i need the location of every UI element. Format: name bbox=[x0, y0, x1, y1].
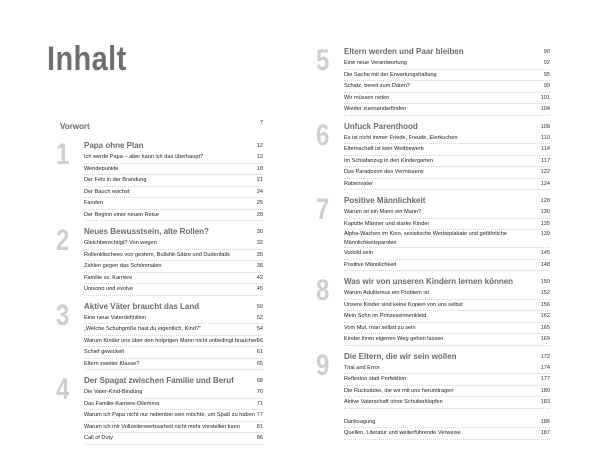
entry-page: 81 bbox=[256, 423, 263, 430]
entry-page: 174 bbox=[540, 364, 550, 371]
toc-entry[interactable] bbox=[344, 323, 550, 335]
entry-page: 124 bbox=[540, 180, 550, 187]
toc-entry[interactable] bbox=[84, 187, 263, 199]
chapter-title-text: Die Eltern, die wir sein wollen bbox=[344, 351, 457, 361]
entry-page: 152 bbox=[540, 290, 550, 296]
entry-title: Es ist nicht immer Friede, Freude, Eierkuchen bbox=[344, 134, 458, 141]
entry-title: Der Beginn einer neuen Reise bbox=[84, 211, 159, 218]
entry-title: „Welche Schuhgröße hast du eigentlich, Kind?“ bbox=[84, 326, 201, 332]
entry-title: Rollenklischees von gestern, Bullshit-Sätze und Dudenfails bbox=[84, 251, 230, 258]
entry-page: 101 bbox=[540, 94, 550, 101]
toc-entry[interactable] bbox=[84, 175, 263, 187]
entry-title: Rabenvater bbox=[344, 180, 373, 187]
entry-title: Reflexion statt Perfektion bbox=[344, 376, 407, 382]
entry-page: 65 bbox=[256, 360, 263, 367]
entry-title: Eltern zweiter Klasse? bbox=[84, 360, 140, 367]
chapter-title-text: Eltern werden und Paar bleiben bbox=[344, 47, 464, 56]
toc-entry[interactable] bbox=[344, 133, 550, 145]
toc-entry[interactable] bbox=[344, 156, 550, 168]
entry-page: 25 bbox=[256, 200, 263, 206]
entry-title: Warum Kinder uns über den holprigen Mann nicht unbedingt brauchen bbox=[84, 337, 259, 344]
entry-title: Elternschaft ist kein Wettbewerb bbox=[344, 146, 424, 152]
entry-page: 183 bbox=[540, 399, 550, 405]
entry-page: 32 bbox=[256, 240, 263, 246]
toc-entry[interactable] bbox=[344, 104, 550, 116]
toc-entry[interactable] bbox=[84, 198, 263, 210]
toc-right-column bbox=[318, 46, 550, 440]
entry-title: Die Vater-Kind-Bindung bbox=[84, 389, 143, 395]
entry-title: Call of Duty bbox=[84, 435, 113, 441]
chapter-title[interactable] bbox=[344, 121, 550, 133]
chapter-page: 128 bbox=[540, 198, 550, 204]
entry-title: Trial and Error bbox=[344, 364, 380, 371]
entry-title: Zahlen gegen das Schönmalen bbox=[84, 263, 162, 269]
toc-entry[interactable] bbox=[344, 248, 550, 260]
chapter-title-text: Der Spagat zwischen Familie und Beruf bbox=[84, 376, 234, 385]
entry-page: 92 bbox=[543, 60, 550, 66]
foreword-label: Vorwort bbox=[60, 122, 90, 131]
toc-entry[interactable] bbox=[344, 386, 550, 398]
entry-title: Danksagung bbox=[344, 418, 376, 425]
entry-page: 165 bbox=[540, 324, 550, 331]
entry-page: 169 bbox=[540, 336, 550, 342]
chapter-page: 172 bbox=[540, 353, 550, 360]
entry-title: Im Schlafanzug in den Kindergarten bbox=[344, 157, 433, 164]
entry-title: Unsere Kinder sind keine Kopien von uns selbst bbox=[344, 301, 463, 308]
chapter-title[interactable] bbox=[84, 375, 263, 387]
entry-page: 122 bbox=[540, 169, 550, 175]
entry-page: 180 bbox=[540, 387, 550, 394]
toc-entry[interactable] bbox=[344, 219, 550, 231]
entry-title: Kaputte Männer und starke Kinder bbox=[344, 220, 430, 227]
entry-title: Vorbild sein bbox=[344, 250, 373, 256]
entry-title: Positive Männlichkeit bbox=[344, 261, 397, 268]
entry-page: 130 bbox=[540, 209, 550, 215]
entry-page: 99 bbox=[543, 83, 550, 89]
toc-entry[interactable] bbox=[84, 210, 263, 222]
entry-page: 28 bbox=[256, 211, 263, 218]
chapter-page: 50 bbox=[256, 303, 263, 310]
entry-title: Warum ich Papa nicht nur nebenbei sein möchte, um Spaß zu haben bbox=[84, 412, 255, 418]
toc-entry[interactable] bbox=[84, 422, 263, 434]
chapter-page: 90 bbox=[543, 49, 550, 55]
toc-entry[interactable] bbox=[84, 261, 263, 273]
entry-page: 45 bbox=[256, 286, 263, 292]
entry-title: Eine neue Verantwortung bbox=[344, 60, 407, 66]
toc-entry[interactable] bbox=[84, 250, 263, 262]
entry-page: 21 bbox=[256, 177, 263, 183]
toc-entry[interactable] bbox=[84, 410, 263, 422]
toc-entry[interactable] bbox=[344, 167, 550, 179]
entry-title: Der Bauch wächst bbox=[84, 188, 130, 195]
entry-page: 117 bbox=[541, 157, 550, 164]
toc-entry[interactable] bbox=[344, 363, 550, 375]
entry-page: 186 bbox=[540, 418, 550, 425]
entry-page: 86 bbox=[256, 435, 263, 441]
entry-page: 54 bbox=[256, 326, 263, 332]
entry-title: Vom Mut, man selbst zu sein bbox=[344, 324, 416, 331]
toc-entry[interactable] bbox=[84, 273, 263, 285]
chapter-title-text: Papa ohne Plan bbox=[84, 141, 144, 150]
toc-chapter bbox=[318, 195, 550, 271]
entry-title: Fanden bbox=[84, 200, 103, 206]
entry-title: Wendepunkte bbox=[84, 165, 119, 172]
chapter-title-text: Aktive Väter braucht das Land bbox=[84, 301, 200, 311]
entry-title: Unisono und evolve bbox=[84, 286, 134, 292]
entry-page: 42 bbox=[256, 274, 263, 281]
toc-entry[interactable] bbox=[344, 81, 550, 93]
toc-entry[interactable] bbox=[344, 93, 550, 105]
toc-entry[interactable] bbox=[344, 311, 550, 323]
entry-title: Mein Sohn im Prinzessinnenkleid bbox=[344, 313, 427, 319]
back-matter-entry[interactable] bbox=[344, 428, 550, 440]
toc-entry[interactable] bbox=[344, 397, 550, 409]
chapter-title[interactable] bbox=[344, 351, 550, 363]
page-title: Inhalt bbox=[47, 40, 127, 78]
entry-title: Quellen, Literatur und weiterführende Verweise bbox=[344, 430, 461, 436]
chapter-number: 8 bbox=[316, 274, 330, 307]
entry-title: Warum ich mir Vollzeiterwerbsarbeit nicht mehr vorstellen kann bbox=[84, 423, 240, 430]
chapter-number: 9 bbox=[316, 348, 330, 382]
entry-title: Alpha-Wachen im Kino, sexistische Werbeplakate und gefährliche Männlichkeitsparolen bbox=[344, 231, 507, 246]
toc-entry[interactable] bbox=[344, 334, 550, 346]
toc-entry[interactable] bbox=[344, 58, 550, 70]
entry-page: 187 bbox=[540, 430, 550, 436]
chapter-page: 68 bbox=[256, 378, 263, 384]
toc-chapter bbox=[56, 298, 263, 371]
entry-title: Warum Adultismus ein Problem ist bbox=[344, 290, 429, 296]
chapter-page: 12 bbox=[256, 143, 263, 149]
entry-page: 61 bbox=[256, 349, 263, 355]
entry-title: Der Fels in der Brandung bbox=[84, 177, 147, 183]
toc-entry[interactable] bbox=[84, 164, 263, 176]
toc-chapter bbox=[318, 46, 550, 116]
toc-entry[interactable] bbox=[344, 288, 550, 300]
entry-title: Die Sache mit der Erwartungshaltung bbox=[344, 71, 437, 78]
entry-title: Wieder zueinanderfinden bbox=[344, 106, 407, 112]
toc-entry[interactable] bbox=[84, 387, 263, 399]
entry-page: 114 bbox=[541, 146, 550, 152]
entry-title: Die Rucksäcke, die wir mit uns herumtragen bbox=[344, 387, 454, 394]
toc-chapter bbox=[316, 348, 550, 409]
chapter-title-text: Unfuck Parenthood bbox=[344, 121, 418, 131]
chapter-title[interactable] bbox=[84, 140, 263, 152]
entry-page: 77 bbox=[256, 412, 263, 418]
toc-entry[interactable] bbox=[84, 336, 263, 348]
toc-entry[interactable] bbox=[84, 347, 263, 359]
chapter-title-text: Was wir von unseren Kindern lernen können bbox=[344, 277, 514, 286]
toc-entry[interactable] bbox=[344, 230, 550, 248]
entry-page: 139 bbox=[540, 231, 550, 237]
chapter-page: 150 bbox=[540, 279, 550, 285]
entry-title: Eine neue Vaterdefinition bbox=[84, 314, 147, 321]
entry-page: 56 bbox=[256, 337, 263, 344]
entry-title: Warum ist ein Mann ein Mann? bbox=[344, 209, 422, 215]
toc-entry[interactable] bbox=[344, 207, 550, 219]
chapter-title[interactable] bbox=[84, 226, 263, 238]
entry-title: Kinder ihren eigenen Weg gehen lassen bbox=[344, 336, 444, 342]
back-matter-entry[interactable] bbox=[344, 417, 550, 429]
toc-entry[interactable] bbox=[84, 152, 263, 164]
toc-entry[interactable] bbox=[84, 238, 263, 250]
entry-page: 52 bbox=[256, 314, 263, 321]
toc-entry[interactable] bbox=[84, 284, 263, 296]
entry-title: Schief gewickelt bbox=[84, 349, 125, 355]
entry-page: 35 bbox=[256, 251, 263, 258]
toc-entry[interactable] bbox=[344, 300, 550, 312]
entry-page: 145 bbox=[540, 250, 550, 256]
toc-left-column bbox=[58, 116, 263, 450]
toc-chapter bbox=[58, 375, 263, 445]
entry-page: 38 bbox=[256, 263, 263, 269]
toc-entry[interactable] bbox=[84, 359, 263, 371]
entry-title: Das Familie-Karriere-Dilemma bbox=[84, 400, 160, 407]
entry-page: 71 bbox=[256, 400, 263, 407]
chapter-number: 3 bbox=[56, 298, 70, 332]
toc-chapter bbox=[318, 276, 550, 346]
entry-title: Aktive Vaterschaft ohne Schulterklopfen bbox=[344, 399, 443, 405]
chapter-title-text: Neues Bewusstsein, alte Rollen? bbox=[84, 227, 209, 236]
chapter-title[interactable] bbox=[344, 46, 550, 58]
toc-entry[interactable] bbox=[344, 374, 550, 386]
entry-page: 148 bbox=[540, 261, 550, 268]
entry-page: 135 bbox=[540, 220, 550, 227]
entry-title: Ich werde Papa – aber kann ich das überhaupt? bbox=[84, 154, 204, 160]
entry-page: 18 bbox=[256, 165, 263, 172]
entry-page: 177 bbox=[540, 376, 550, 382]
entry-title: Das Paradoxon des Vermissens bbox=[344, 169, 424, 175]
foreword-page: 7 bbox=[259, 120, 263, 126]
toc-chapter bbox=[58, 140, 263, 221]
toc-entry[interactable] bbox=[344, 260, 550, 272]
entry-title: Wir müssen reden bbox=[344, 94, 390, 101]
entry-title: Gleichberechtigt? Von wegen bbox=[84, 240, 157, 246]
entry-page: 95 bbox=[543, 71, 550, 78]
chapter-title[interactable] bbox=[344, 195, 550, 207]
entry-page: 156 bbox=[540, 301, 550, 308]
toc-entry[interactable] bbox=[84, 399, 263, 411]
chapter-page: 30 bbox=[256, 229, 263, 235]
toc-entry[interactable] bbox=[344, 179, 550, 191]
entry-page: 104 bbox=[540, 106, 550, 112]
toc-entry[interactable] bbox=[84, 313, 263, 325]
chapter-number: 6 bbox=[316, 118, 330, 152]
toc-entry[interactable] bbox=[84, 433, 263, 445]
chapter-page: 108 bbox=[540, 123, 550, 130]
entry-page: 70 bbox=[256, 389, 263, 395]
entry-page: 24 bbox=[256, 188, 263, 195]
toc-foreword[interactable] bbox=[58, 116, 263, 130]
toc-chapter bbox=[58, 226, 263, 296]
entry-page: 110 bbox=[541, 134, 550, 141]
chapter-number: 4 bbox=[56, 373, 70, 406]
chapter-title-text: Positive Männlichkeit bbox=[344, 196, 426, 205]
chapter-number: 2 bbox=[56, 224, 70, 257]
toc-chapter bbox=[316, 118, 550, 191]
entry-page: 13 bbox=[256, 154, 263, 160]
toc-entry[interactable] bbox=[84, 324, 263, 336]
chapter-title[interactable] bbox=[344, 276, 550, 288]
toc-back-matter bbox=[318, 417, 550, 440]
chapter-title[interactable] bbox=[84, 301, 263, 313]
entry-title: Familie vs. Karriere bbox=[84, 274, 133, 281]
toc-entry[interactable] bbox=[344, 144, 550, 156]
entry-page: 162 bbox=[540, 313, 550, 319]
toc-entry[interactable] bbox=[344, 70, 550, 82]
chapter-number: 7 bbox=[316, 193, 330, 226]
entry-title: Schatz, bereit zum Daten? bbox=[344, 83, 410, 89]
chapter-number: 1 bbox=[56, 138, 70, 171]
chapter-number: 5 bbox=[316, 44, 330, 77]
